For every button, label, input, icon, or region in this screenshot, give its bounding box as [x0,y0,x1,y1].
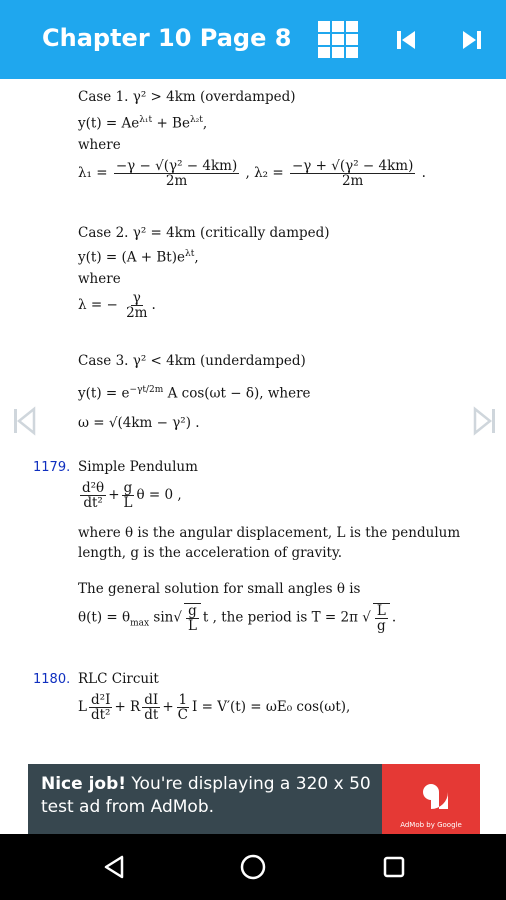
pendulum-desc-2: length, g is the acceleration of gravity. [78,545,343,561]
admob-logo[interactable] [382,764,480,834]
back-triangle-icon[interactable] [94,850,134,884]
case3-equation: $y(t) = e^{-\gamma t/2m}$ A cos(ωt − δ), where [78,385,311,402]
last-page-icon[interactable] [469,405,499,437]
case2-equation: $y(t) = (A + Bt)e^{\lambda t}$, [78,249,199,266]
skip-previous-icon[interactable] [384,18,428,62]
admob-caption: AdMob by Google [400,821,462,829]
case3-omega: ω = √(4km − γ²) . [78,415,200,431]
case1-where: where [78,137,121,153]
recents-square-icon[interactable] [374,850,414,884]
ad-banner[interactable] [28,764,480,834]
first-page-icon[interactable] [10,405,40,437]
page-title: Chapter 10 Page 8 [42,24,292,52]
case2-where: where [78,271,121,287]
rlc-equation: L $\frac{\text{d²I}}{\text{dt²}}$ + R $\frac{dI}{dt}$ + $\frac{1}{C}$ I = V′(t) = ωE₀ cos(ωt), [78,692,351,724]
case2-title: Case 2. γ² = 4km (critically damped) [78,225,330,241]
ad-text: Nice job! You're displaying a 320 x 50 test ad from AdMob. [41,774,371,817]
problem-number-1179[interactable]: 1179. [33,460,71,475]
pendulum-equation: $\frac{\text{d²θ}}{\text{dt²}}$ + $\frac{g}{L}$ θ = 0 , [82,480,182,512]
pendulum-title: Simple Pendulum [78,459,198,475]
pendulum-solution-title: The general solution for small angles θ is [78,581,361,597]
problem-number-1180[interactable]: 1180. [33,672,71,687]
case1-lambdas: λ₁ = $\frac{\text{−γ − √(γ² − 4km)}}{2m}$ , λ₂ = $\frac{\text{−γ + √(γ² − 4km)}}{2m}$ . [78,158,426,190]
skip-next-icon[interactable] [450,18,494,62]
rlc-title: RLC Circuit [78,671,159,687]
app-toolbar [0,0,506,79]
case3-title: Case 3. γ² < 4km (underdamped) [78,353,306,369]
pendulum-desc-1: where θ is the angular displacement, L is the pendulum [78,525,461,541]
home-circle-icon[interactable] [233,850,273,884]
grid-menu-icon[interactable] [316,18,360,62]
case1-equation: $y(t) = Ae^{\lambda_1t} + Be^{\lambda_2t}$, [78,115,208,132]
case2-lambda: λ = − $\frac{\gamma}{2m}$ . [78,290,156,322]
page-content [0,79,506,763]
system-navigation-bar [0,834,506,900]
pendulum-solution: $\theta(t) = \theta_{max}$ sin√ $\frac{g}{L}$ t , the period is T = 2π √ $\frac{L}{g}$ . [78,603,397,635]
admob-logo-icon [410,771,452,813]
case1-title: Case 1. γ² > 4km (overdamped) [78,89,296,105]
